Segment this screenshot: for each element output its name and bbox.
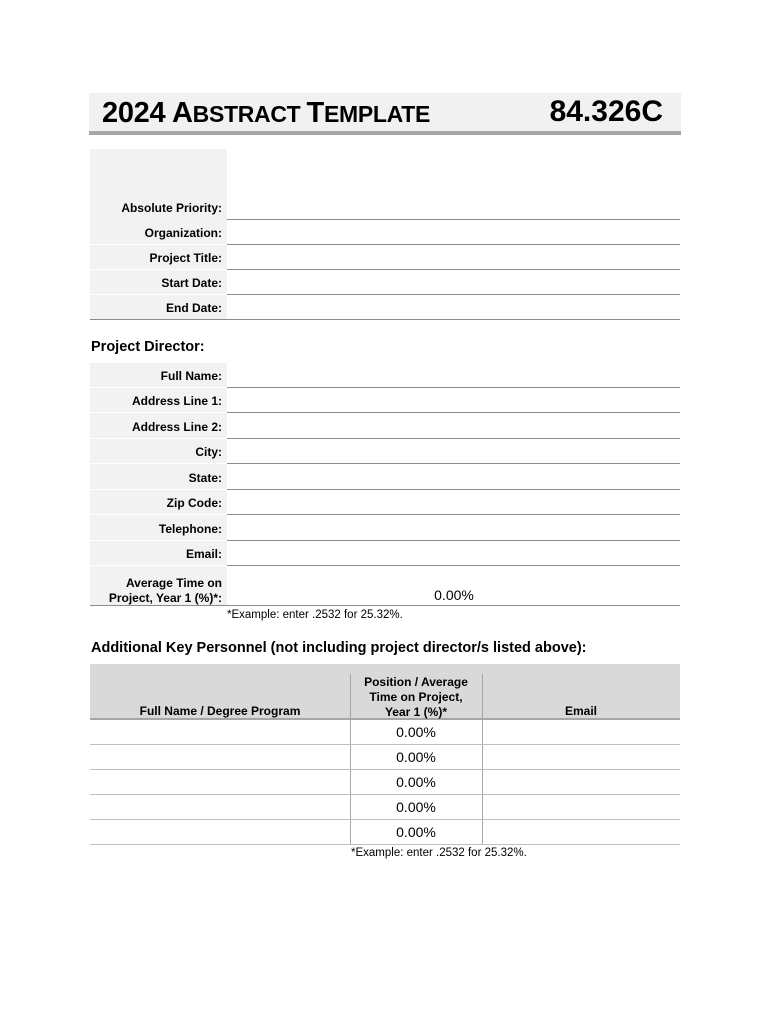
col-header-name: Full Name / Degree Program — [139, 704, 301, 718]
field-end-date[interactable] — [90, 295, 680, 320]
field-label: Address Line 2: — [131, 420, 222, 434]
table-row[interactable] — [90, 720, 680, 745]
address-1-input[interactable] — [227, 412, 680, 413]
title-part: T — [306, 97, 324, 129]
cfda-code: 84.326C — [549, 95, 663, 128]
email-input[interactable] — [227, 565, 680, 566]
end-date-input[interactable] — [90, 319, 680, 320]
label-line: Average Time on — [125, 576, 222, 590]
field-state[interactable] — [90, 465, 680, 490]
header-line: Year 1 (%)* — [384, 705, 448, 719]
table-header — [90, 664, 680, 720]
title-part: EMPLATE — [323, 101, 431, 127]
field-zip[interactable] — [90, 490, 680, 515]
field-label: Organization: — [144, 226, 222, 240]
position-pct[interactable]: 0.00% — [396, 824, 436, 840]
field-label: Email: — [185, 547, 222, 561]
zip-input[interactable] — [227, 514, 680, 515]
field-full-name[interactable] — [90, 363, 680, 388]
position-pct[interactable]: 0.00% — [396, 799, 436, 815]
position-pct[interactable]: 0.00% — [396, 724, 436, 740]
key-personnel-heading: Additional Key Personnel (not including project director/s listed above): — [91, 640, 587, 656]
field-label: City: — [195, 445, 222, 459]
position-pct[interactable]: 0.00% — [396, 749, 436, 765]
field-organization[interactable] — [90, 220, 680, 245]
form-header — [89, 93, 681, 135]
project-director-heading: Project Director: — [91, 339, 205, 355]
col-header-email: Email — [564, 704, 597, 718]
form-title — [102, 97, 430, 130]
field-start-date[interactable] — [90, 270, 680, 295]
field-label: Start Date: — [161, 276, 222, 290]
field-label: Zip Code: — [166, 496, 222, 510]
title-part: BSTRACT — [192, 101, 307, 127]
field-label: State: — [188, 471, 222, 485]
table-row[interactable] — [90, 795, 680, 820]
field-project-title[interactable] — [90, 245, 680, 270]
field-address-1[interactable] — [90, 388, 680, 413]
field-absolute-priority[interactable] — [90, 195, 680, 220]
table-row[interactable] — [90, 770, 680, 795]
field-label — [90, 576, 222, 606]
field-label: Telephone: — [158, 522, 222, 536]
header-line: Time on Project, — [369, 690, 463, 704]
field-address-2[interactable] — [90, 414, 680, 439]
table-row[interactable] — [90, 745, 680, 770]
label-line: Project, Year 1 (%)*: — [108, 591, 222, 605]
field-label: Full Name: — [160, 369, 222, 383]
position-pct[interactable]: 0.00% — [396, 774, 436, 790]
example-note: *Example: enter .2532 for 25.32%. — [227, 609, 403, 621]
header-line: Position / Average — [364, 675, 468, 689]
field-label: End Date: — [165, 301, 222, 315]
field-email[interactable] — [90, 541, 680, 566]
field-label: Project Title: — [149, 251, 222, 265]
city-input[interactable] — [227, 463, 680, 464]
table-row[interactable] — [90, 820, 680, 845]
title-part: 2024 A — [102, 97, 193, 129]
field-label: Absolute Priority: — [121, 201, 222, 215]
field-city[interactable] — [90, 439, 680, 464]
col-header-position — [350, 675, 482, 720]
field-average-time[interactable] — [90, 568, 680, 606]
field-label: Address Line 1: — [131, 394, 222, 408]
table-example-note: *Example: enter .2532 for 25.32%. — [351, 847, 527, 859]
average-time-value[interactable]: 0.00% — [434, 587, 474, 603]
field-telephone[interactable] — [90, 516, 680, 541]
